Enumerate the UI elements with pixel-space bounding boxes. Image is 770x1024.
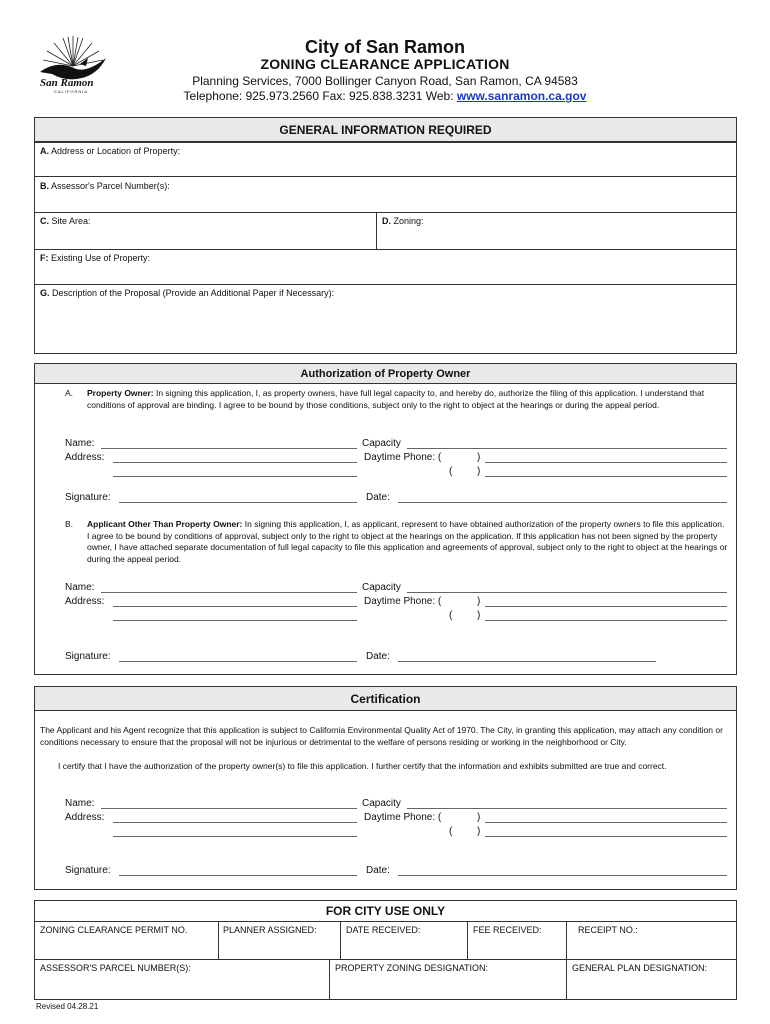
owner-capacity-label: Capacity [362, 438, 401, 449]
cert-phone-line[interactable] [485, 822, 727, 823]
applicant-phone-close: ) [477, 596, 481, 607]
revision-date: Revised 04.28.21 [36, 1002, 99, 1011]
owner-phone2-close: ) [477, 466, 481, 477]
applicant-date-label: Date: [366, 651, 390, 662]
cert-capacity-label: Capacity [362, 798, 401, 809]
certification-statement: I certify that I have the authorization of the property owner(s) to file this application. I further certify that the information and exhibits submitted are true and correct. [58, 761, 667, 771]
authorization-title: Authorization of Property Owner [35, 364, 736, 384]
applicant-phone-label: Daytime Phone: ( [364, 596, 442, 607]
applicant-name-line[interactable] [101, 592, 357, 593]
certification-text: The Applicant and his Agent recognize that this application is subject to California Environmental Quality Act of 1970. The City, in granting this application, may attach any condition or conditions necessary to ensure that the proposal will not be injurious or detrimental to the welfare of persons residing or working in the neighborhood or City. [40, 725, 723, 747]
cert-signature-line[interactable] [119, 875, 357, 876]
applicant-address-label: Address: [65, 596, 105, 607]
applicant-name-label: Name: [65, 582, 95, 593]
parcel-numbers-field: ASSESSOR'S PARCEL NUMBER(S): [40, 963, 191, 973]
cert-capacity-line[interactable] [407, 808, 727, 809]
general-info-section [34, 117, 737, 354]
applicant-address-line-2[interactable] [113, 620, 357, 621]
city-use-section [34, 900, 737, 1000]
contact-line [0, 89, 770, 103]
applicant-signature-label: Signature: [65, 651, 111, 662]
property-zoning-field: PROPERTY ZONING DESIGNATION: [335, 963, 489, 973]
applicant-statement: Applicant Other Than Property Owner: In signing this application, I, as applicant, represent to have obtained authorization of the property owners to file this application. I agree to be bound by conditions of approval, subject only to the right to object at the hearings on the application. If this application has not been signed by the property owner, I have attached separate documentation of full legal capacity to file this application and agreements of approval, subject only to the right to object at the hearings or during the appeal period. [87, 519, 728, 564]
planner-assigned-field: PLANNER ASSIGNED: [223, 925, 317, 935]
cert-name-line[interactable] [101, 808, 357, 809]
cert-date-label: Date: [366, 865, 390, 876]
owner-statement: Property Owner: In signing this application, I, as property owners, have full legal capacity to, and hereby do, authorize the filing of this application. I understand that conditions of approval are binding. I agree to be bound by those conditions, subject only to the right to object at the hearings or during the appeal period. [87, 388, 705, 410]
applicant-marker: B. [65, 519, 74, 529]
owner-address-line-2[interactable] [113, 476, 357, 477]
cert-signature-label: Signature: [65, 865, 111, 876]
applicant-capacity-line[interactable] [407, 592, 727, 593]
owner-phone-label: Daytime Phone: ( [364, 452, 442, 463]
certification-title: Certification [35, 687, 736, 711]
owner-marker: A. [65, 388, 74, 398]
cert-address-line[interactable] [113, 822, 357, 823]
general-info-title: GENERAL INFORMATION REQUIRED [35, 118, 736, 142]
cert-phone2-line[interactable] [485, 836, 727, 837]
owner-phone-line[interactable] [485, 462, 727, 463]
form-title: ZONING CLEARANCE APPLICATION [260, 56, 510, 72]
owner-phone-close: ) [477, 452, 481, 463]
proposal-description-label: G. Description of the Proposal (Provide an Additional Paper if Necessary): [40, 288, 335, 298]
receipt-no-field: RECEIPT NO.: [578, 925, 638, 935]
cert-date-line[interactable] [398, 875, 727, 876]
address-line: Planning Services, 7000 Bollinger Canyon Road, San Ramon, CA 94583 [192, 74, 578, 88]
existing-use-label: F: Existing Use of Property: [40, 253, 151, 263]
cert-phone-label: Daytime Phone: ( [364, 812, 442, 823]
authorization-section [34, 363, 737, 675]
website-link[interactable]: www.sanramon.ca.gov [456, 89, 587, 103]
city-use-title: FOR CITY USE ONLY [325, 904, 446, 918]
applicant-phone-line[interactable] [485, 606, 727, 607]
city-name: City of San Ramon [304, 37, 465, 57]
cert-phone2-close: ) [477, 826, 481, 837]
owner-name-label: Name: [65, 438, 95, 449]
permit-no-field: ZONING CLEARANCE PERMIT NO. [40, 925, 188, 935]
cert-name-label: Name: [65, 798, 95, 809]
cert-address-label: Address: [65, 812, 105, 823]
address-label: A. Address or Location of Property: [40, 146, 181, 156]
fee-received-field: FEE RECEIVED: [473, 925, 542, 935]
cert-address-line-2[interactable] [113, 836, 357, 837]
applicant-date-line[interactable] [398, 661, 656, 662]
certification-section [34, 686, 737, 890]
owner-address-line[interactable] [113, 462, 357, 463]
owner-address-label: Address: [65, 452, 105, 463]
owner-date-line[interactable] [398, 502, 727, 503]
applicant-signature-line[interactable] [119, 661, 357, 662]
owner-signature-line[interactable] [119, 502, 357, 503]
cert-phone-close: ) [477, 812, 481, 823]
general-plan-field: GENERAL PLAN DESIGNATION: [572, 963, 708, 973]
date-received-field: DATE RECEIVED: [346, 925, 421, 935]
applicant-address-line[interactable] [113, 606, 357, 607]
owner-date-label: Date: [366, 492, 390, 503]
owner-name-line[interactable] [101, 448, 357, 449]
cert-phone2-open: ( [449, 826, 453, 837]
parcel-number-label: B. Assessor's Parcel Number(s): [40, 181, 170, 191]
owner-phone2-open: ( [449, 466, 453, 477]
owner-capacity-line[interactable] [407, 448, 727, 449]
logo-text: San Ramon [40, 77, 94, 89]
applicant-phone2-line[interactable] [485, 620, 727, 621]
zoning-label: D. Zoning: [382, 216, 424, 226]
owner-phone2-line[interactable] [485, 476, 727, 477]
logo-subtext: CALIFORNIA [54, 89, 89, 94]
applicant-phone2-open: ( [449, 610, 453, 621]
owner-signature-label: Signature: [65, 492, 111, 503]
applicant-capacity-label: Capacity [362, 582, 401, 593]
applicant-phone2-close: ) [477, 610, 481, 621]
site-area-label: C. Site Area: [40, 216, 91, 226]
contact-info: Telephone: 925.973.2560 Fax: 925.838.3231 Web: [183, 89, 457, 103]
